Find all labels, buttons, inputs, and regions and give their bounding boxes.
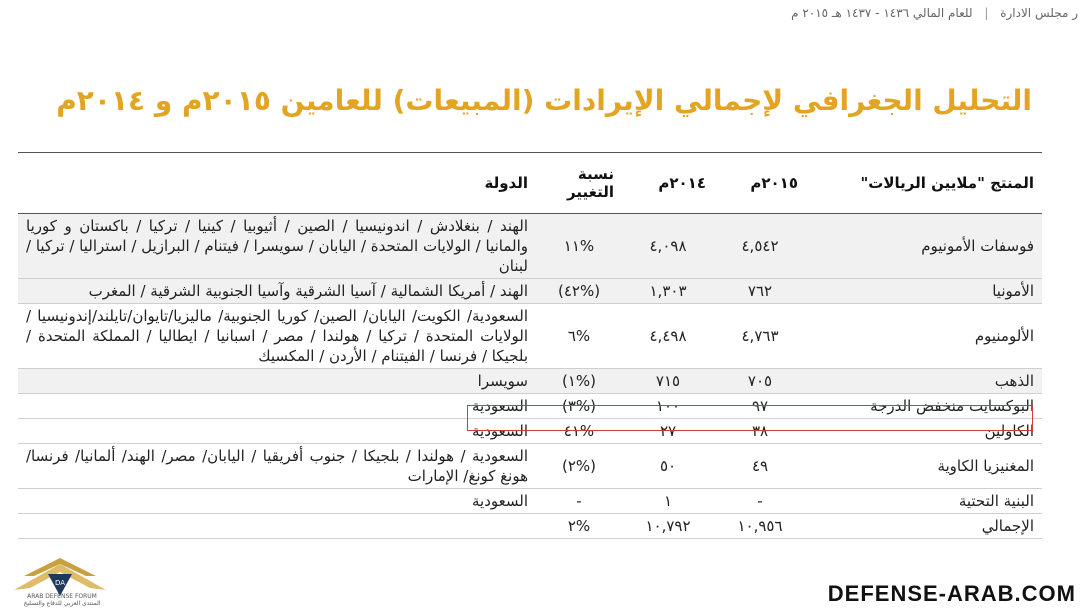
table-header-row [18, 153, 1042, 214]
row-countries: السعودية [18, 419, 536, 444]
table-row [18, 489, 1042, 514]
row-countries: الهند / أمريكا الشمالية / آسيا الشرقية وآسيا الجنوبية الشرقية / المغرب [18, 279, 536, 304]
row-product: الأمونيا [806, 279, 1042, 304]
row-2014: ١ [622, 489, 714, 514]
header-country: الدولة [18, 153, 536, 214]
logo-line2: المنتدى العربي للدفاع والتسليح [23, 600, 101, 607]
row-2014: ٧١٥ [622, 369, 714, 394]
row-2015: ٣٨ [714, 419, 806, 444]
row-change: (%٤٢) [536, 279, 622, 304]
row-countries: الهند / بنغلادش / اندونيسيا / الصين / أثيوبيا / كينيا / تركيا / باكستان و كوريا والمانيا / الولايات المتحدة / اليابان / سويسرا / فيتنام / البرازيل / استراليا / تركيا / لبنان [18, 214, 536, 279]
row-change: (%٣) [536, 394, 622, 419]
row-2015: ٤,٧٦٣ [714, 304, 806, 369]
row-product: الذهب [806, 369, 1042, 394]
revenue-table [18, 152, 1042, 539]
row-product: الإجمالي [806, 514, 1042, 539]
row-2015: - [714, 489, 806, 514]
row-product: المغنيزيا الكاوية [806, 444, 1042, 489]
header-product: المنتج "ملايين الريالات" [806, 153, 1042, 214]
row-product: البنية التحتية [806, 489, 1042, 514]
row-2014: ٤,٠٩٨ [622, 214, 714, 279]
table-row [18, 214, 1042, 279]
row-product: الألومنيوم [806, 304, 1042, 369]
row-countries [18, 514, 536, 539]
row-countries: السعودية [18, 394, 536, 419]
table-row [18, 304, 1042, 369]
row-change: (%١) [536, 369, 622, 394]
table-row [18, 279, 1042, 304]
table-row-total [18, 514, 1042, 539]
row-countries: السعودية/ الكويت/ اليابان/ الصين/ كوريا الجنوبية/ ماليزيا/تايوان/تايلند/إندونيسيا / الولايات المتحدة / تركيا / هولندا / مصر / اسبانيا / ايطاليا / المملكة المتحدة / بلجيكا / فرنسا / الفيتنام / الأردن / المكسيك [18, 304, 536, 369]
row-2015: ٤٩ [714, 444, 806, 489]
page-title: التحليل الجغرافي لإجمالي الإيرادات (المبيعات) للعامين ٢٠١٥م و ٢٠١٤م [56, 84, 1032, 117]
row-change: %١١ [536, 214, 622, 279]
row-product: البوكسايت منخفض الدرجة [806, 394, 1042, 419]
table-row [18, 369, 1042, 394]
header-separator: | [984, 6, 989, 20]
header-part2: للعام المالي ١٤٣٦ - ١٤٣٧ هـ ٢٠١٥ م [791, 6, 973, 20]
row-2015: ٤,٥٤٢ [714, 214, 806, 279]
header-2015: ٢٠١٥م [714, 153, 806, 214]
row-2014: ٢٧ [622, 419, 714, 444]
row-countries: السعودية / هولندا / بلجيكا / جنوب أفريقيا / اليابان/ مصر/ الهند/ ألمانيا/ فرنسا/ هونغ كونغ/ الإمارات [18, 444, 536, 489]
header-2014: ٢٠١٤م [622, 153, 714, 214]
row-2015: ٧٦٢ [714, 279, 806, 304]
row-change: - [536, 489, 622, 514]
row-2014: ٤,٤٩٨ [622, 304, 714, 369]
header-change: نسبة التغيير [536, 153, 622, 214]
row-2014: ١,٣٠٣ [622, 279, 714, 304]
row-2015: ٧٠٥ [714, 369, 806, 394]
row-change: %٤١ [536, 419, 622, 444]
row-change: %٢ [536, 514, 622, 539]
row-2014: ٥٠ [622, 444, 714, 489]
row-change: (%٢) [536, 444, 622, 489]
logo-line1: ARAB DEFENSE FORUM [27, 593, 97, 600]
row-product: فوسفات الأمونيوم [806, 214, 1042, 279]
row-product: الكاولين [806, 419, 1042, 444]
table-row [18, 394, 1042, 419]
row-countries: سويسرا [18, 369, 536, 394]
row-2014: ١٠,٧٩٢ [622, 514, 714, 539]
row-2014: ١٠٠ [622, 394, 714, 419]
table-row [18, 444, 1042, 489]
logo-caption [12, 593, 112, 607]
row-change: %٦ [536, 304, 622, 369]
row-2015: ١٠,٩٥٦ [714, 514, 806, 539]
header-part1: ر مجلس الادارة [1000, 6, 1078, 20]
table-row [18, 419, 1042, 444]
svg-text:DA: DA [54, 579, 66, 587]
site-watermark: DEFENSE-ARAB.COM [827, 581, 1076, 606]
report-header [518, 6, 1078, 28]
row-countries: السعودية [18, 489, 536, 514]
row-2015: ٩٧ [714, 394, 806, 419]
